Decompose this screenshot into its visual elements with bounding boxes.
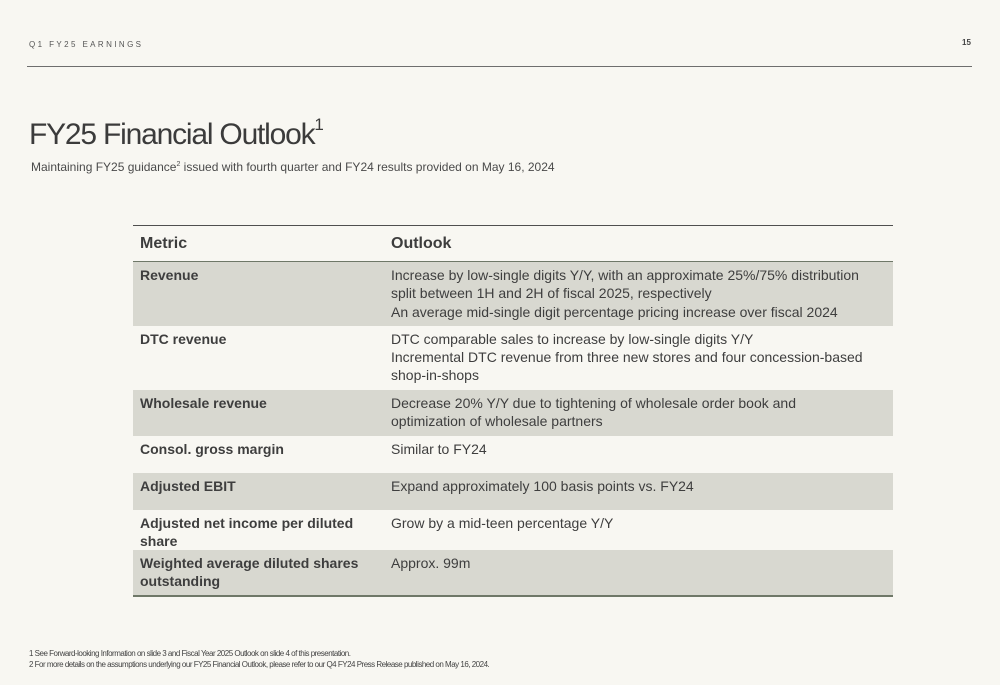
header-label: Q1 FY25 EARNINGS [29, 40, 144, 49]
metric-cell: Adjusted net income per diluted share [140, 514, 354, 549]
column-header-metric: Metric [133, 226, 384, 262]
outlook-cell [384, 550, 893, 596]
page-title-text: FY25 Financial Outlook [29, 118, 315, 151]
outlook-line: Decrease 20% Y/Y due to tightening of wholesale order book and optimization of wholesale partners [391, 394, 796, 429]
outlook-line: An average mid-single digit percentage pricing increase over fiscal 2024 [391, 303, 838, 320]
footnote-1: 1 See Forward-looking Information on slide 3 and Fiscal Year 2025 Outlook on slide 4 of this presentation. [29, 649, 351, 658]
outlook-cell [384, 390, 893, 436]
subtitle-text-after: issued with fourth quarter and FY24 results provided on May 16, 2024 [180, 160, 555, 174]
outlook-line: DTC comparable sales to increase by low-single digits Y/Y [391, 330, 754, 347]
table-header-row [133, 226, 893, 262]
outlook-line: Increase by low-single digits Y/Y, with an approximate 25%/75% distribution split between 1H and 2H of fiscal 2025, respectively [391, 267, 859, 302]
column-header-outlook: Outlook [384, 226, 893, 262]
outlook-table [133, 225, 893, 597]
page-number: 15 [962, 38, 971, 47]
outlook-line: Incremental DTC revenue from three new stores and four concession-based shop-in-shops [391, 348, 863, 384]
table-row [133, 326, 893, 390]
outlook-line: Similar to FY24 [391, 440, 487, 457]
table-row [133, 510, 893, 551]
table-row [133, 473, 893, 510]
footnotes [29, 648, 489, 670]
outlook-cell [384, 510, 893, 551]
metric-cell: Consol. gross margin [140, 440, 284, 457]
outlook-line: Expand approximately 100 basis points vs. FY24 [391, 477, 694, 494]
subtitle-text-before: Maintaining FY25 guidance [31, 160, 177, 174]
table-row [133, 550, 893, 596]
table-row [133, 436, 893, 473]
metric-cell: Weighted average diluted shares outstanding [133, 550, 384, 596]
table-row [133, 390, 893, 436]
title-footnote-ref: 1 [314, 115, 324, 134]
outlook-cell [384, 326, 893, 390]
outlook-line: Approx. 99m [391, 555, 471, 572]
metric-cell: Adjusted EBIT [133, 473, 384, 510]
footnote-2: 2 For more details on the assumptions underlying our FY25 Financial Outlook, please refer to our Q4 FY24 Press Release published on May 16, 2024. [29, 660, 490, 669]
metric-cell: Wholesale revenue [133, 390, 384, 436]
metric-cell: Revenue [133, 262, 384, 326]
outlook-cell [384, 436, 893, 473]
metric-cell: DTC revenue [140, 330, 227, 347]
outlook-line: Grow by a mid-teen percentage Y/Y [391, 514, 614, 531]
subtitle-footnote-ref: 2 [176, 161, 181, 168]
outlook-cell [384, 473, 893, 510]
table-row [133, 262, 893, 326]
page-subtitle [31, 160, 555, 174]
header-divider [27, 66, 972, 67]
outlook-cell [384, 262, 893, 326]
page-title [29, 115, 324, 152]
